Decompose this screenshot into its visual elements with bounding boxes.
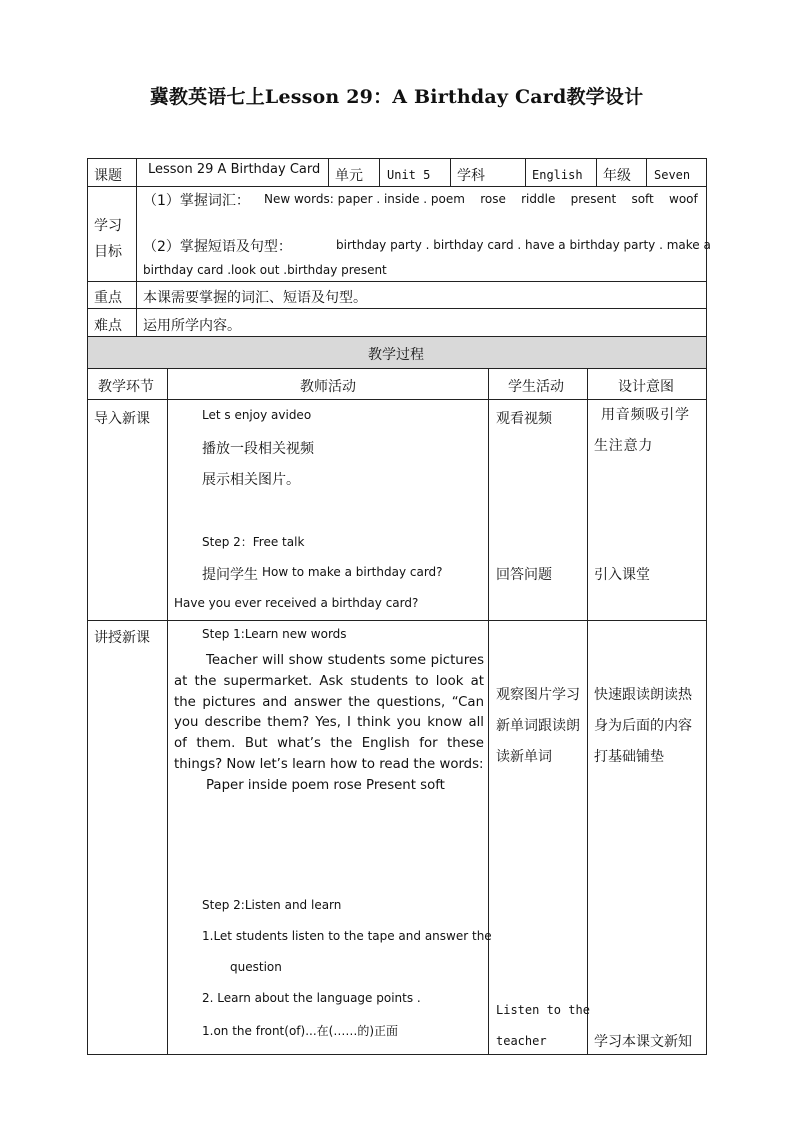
table-border [87, 158, 707, 159]
intro-intent-2: 引入课堂 [594, 567, 650, 583]
process-title: 教学过程 [368, 347, 424, 363]
table-border [87, 186, 707, 187]
header-intent: 设计意图 [618, 379, 674, 395]
table-border [587, 368, 588, 1054]
table-border [87, 158, 88, 1055]
page-title: 冀教英语七上Lesson 29：A Birthday Card教学设计 [149, 86, 644, 108]
step-1-label: Step 1:Learn new words [202, 627, 347, 641]
header-teacher: 教师活动 [300, 379, 356, 395]
key-points-label: 重点 [94, 290, 122, 306]
table-border [87, 620, 707, 621]
table-border [167, 368, 168, 1054]
new-lesson-intent-2: 学习本课文新知 [594, 1034, 692, 1050]
objective-1-prefix: （1）掌握词汇： [143, 193, 250, 209]
intro-stage: 导入新课 [94, 411, 150, 427]
table-border [87, 281, 707, 282]
step-2-item-1a: 1.Let students listen to the tape and answer the [202, 929, 492, 943]
table-border [379, 158, 380, 186]
table-border [87, 1054, 707, 1055]
table-border [87, 336, 707, 337]
new-lesson-student-2b: teacher [496, 1034, 547, 1048]
table-border [706, 158, 707, 1055]
new-lesson-stage: 讲授新课 [94, 630, 150, 646]
table-border [136, 158, 137, 336]
objective-2-prefix: （2）掌握短语及句型： [143, 239, 292, 255]
course-label: 学科 [457, 168, 485, 184]
table-border [328, 158, 329, 186]
course-value: English [532, 168, 583, 182]
step-2-label: Step 2:Listen and learn [202, 898, 342, 912]
table-border [87, 368, 707, 369]
objectives-label-1: 学习 [94, 218, 122, 234]
grade-label: 年级 [603, 168, 631, 184]
intro-teacher-line-2: 播放一段相关视频 [202, 441, 314, 457]
intro-student-2: 回答问题 [496, 567, 552, 583]
unit-label: 单元 [335, 168, 363, 184]
new-lesson-student-1: 观察图片学习新单词跟读朗读新单词 [496, 687, 580, 765]
header-student: 学生活动 [508, 379, 564, 395]
key-points-text: 本课需要掌握的词汇、短语及句型。 [143, 290, 367, 306]
vocabulary-words: Paper inside poem rose Present soft [206, 777, 445, 793]
table-border [488, 368, 489, 1054]
new-lesson-student-2a: Listen to the [496, 1003, 590, 1017]
table-border [596, 158, 597, 186]
step-2-item-3: 1.on the front(of)...在(……的)正面 [202, 1024, 399, 1038]
subject-label: 课题 [94, 168, 122, 184]
new-lesson-intent-1: 快速跟读朗读热身为后面的内容打基础铺垫 [594, 687, 692, 765]
intro-student-1: 观看视频 [496, 411, 552, 427]
subject-value: Lesson 29 A Birthday Card [148, 162, 321, 177]
difficulties-text: 运用所学内容。 [143, 318, 241, 334]
objective-2-cont: birthday card .look out .birthday present [143, 263, 387, 277]
table-border [87, 308, 707, 309]
step-1-description: Teacher will show students some pictures at the supermarket. Ask students to look at the pictures and answer the questions, “Can you describe them? Yes, I think you know all of them. But what’s the English for these things? Now let’s learn how to read the words: [174, 653, 484, 772]
step-1-paragraph [174, 651, 484, 797]
intro-teacher-line-5-text: How to make a birthday card? [262, 565, 443, 579]
intro-teacher-line-5-prefix: 提问学生 [202, 567, 258, 583]
table-border [525, 158, 526, 186]
header-stage: 教学环节 [98, 379, 154, 395]
intro-teacher-line-4: Step 2：Free talk [202, 535, 305, 549]
objective-1-text: New words: paper . inside . poem rose riddle present soft woof [264, 192, 698, 206]
difficulties-label: 难点 [94, 318, 122, 334]
grade-value: Seven [654, 168, 691, 182]
intro-intent-1: 用音频吸引学生注意力 [594, 407, 690, 454]
intro-teacher-line-3: 展示相关图片。 [202, 472, 300, 488]
objectives-label-2: 目标 [94, 244, 122, 260]
table-border [450, 158, 451, 186]
intro-teacher-line-1: Let s enjoy avideo [202, 408, 312, 422]
step-2-item-2: 2. Learn about the language points . [202, 991, 421, 1005]
table-border [646, 158, 647, 186]
objective-2-text: birthday party . birthday card . have a birthday party . make a [336, 238, 711, 252]
step-2-item-1b: question [230, 960, 282, 974]
intro-teacher-line-6: Have you ever received a birthday card? [174, 596, 419, 610]
unit-value: Unit 5 [387, 168, 431, 182]
